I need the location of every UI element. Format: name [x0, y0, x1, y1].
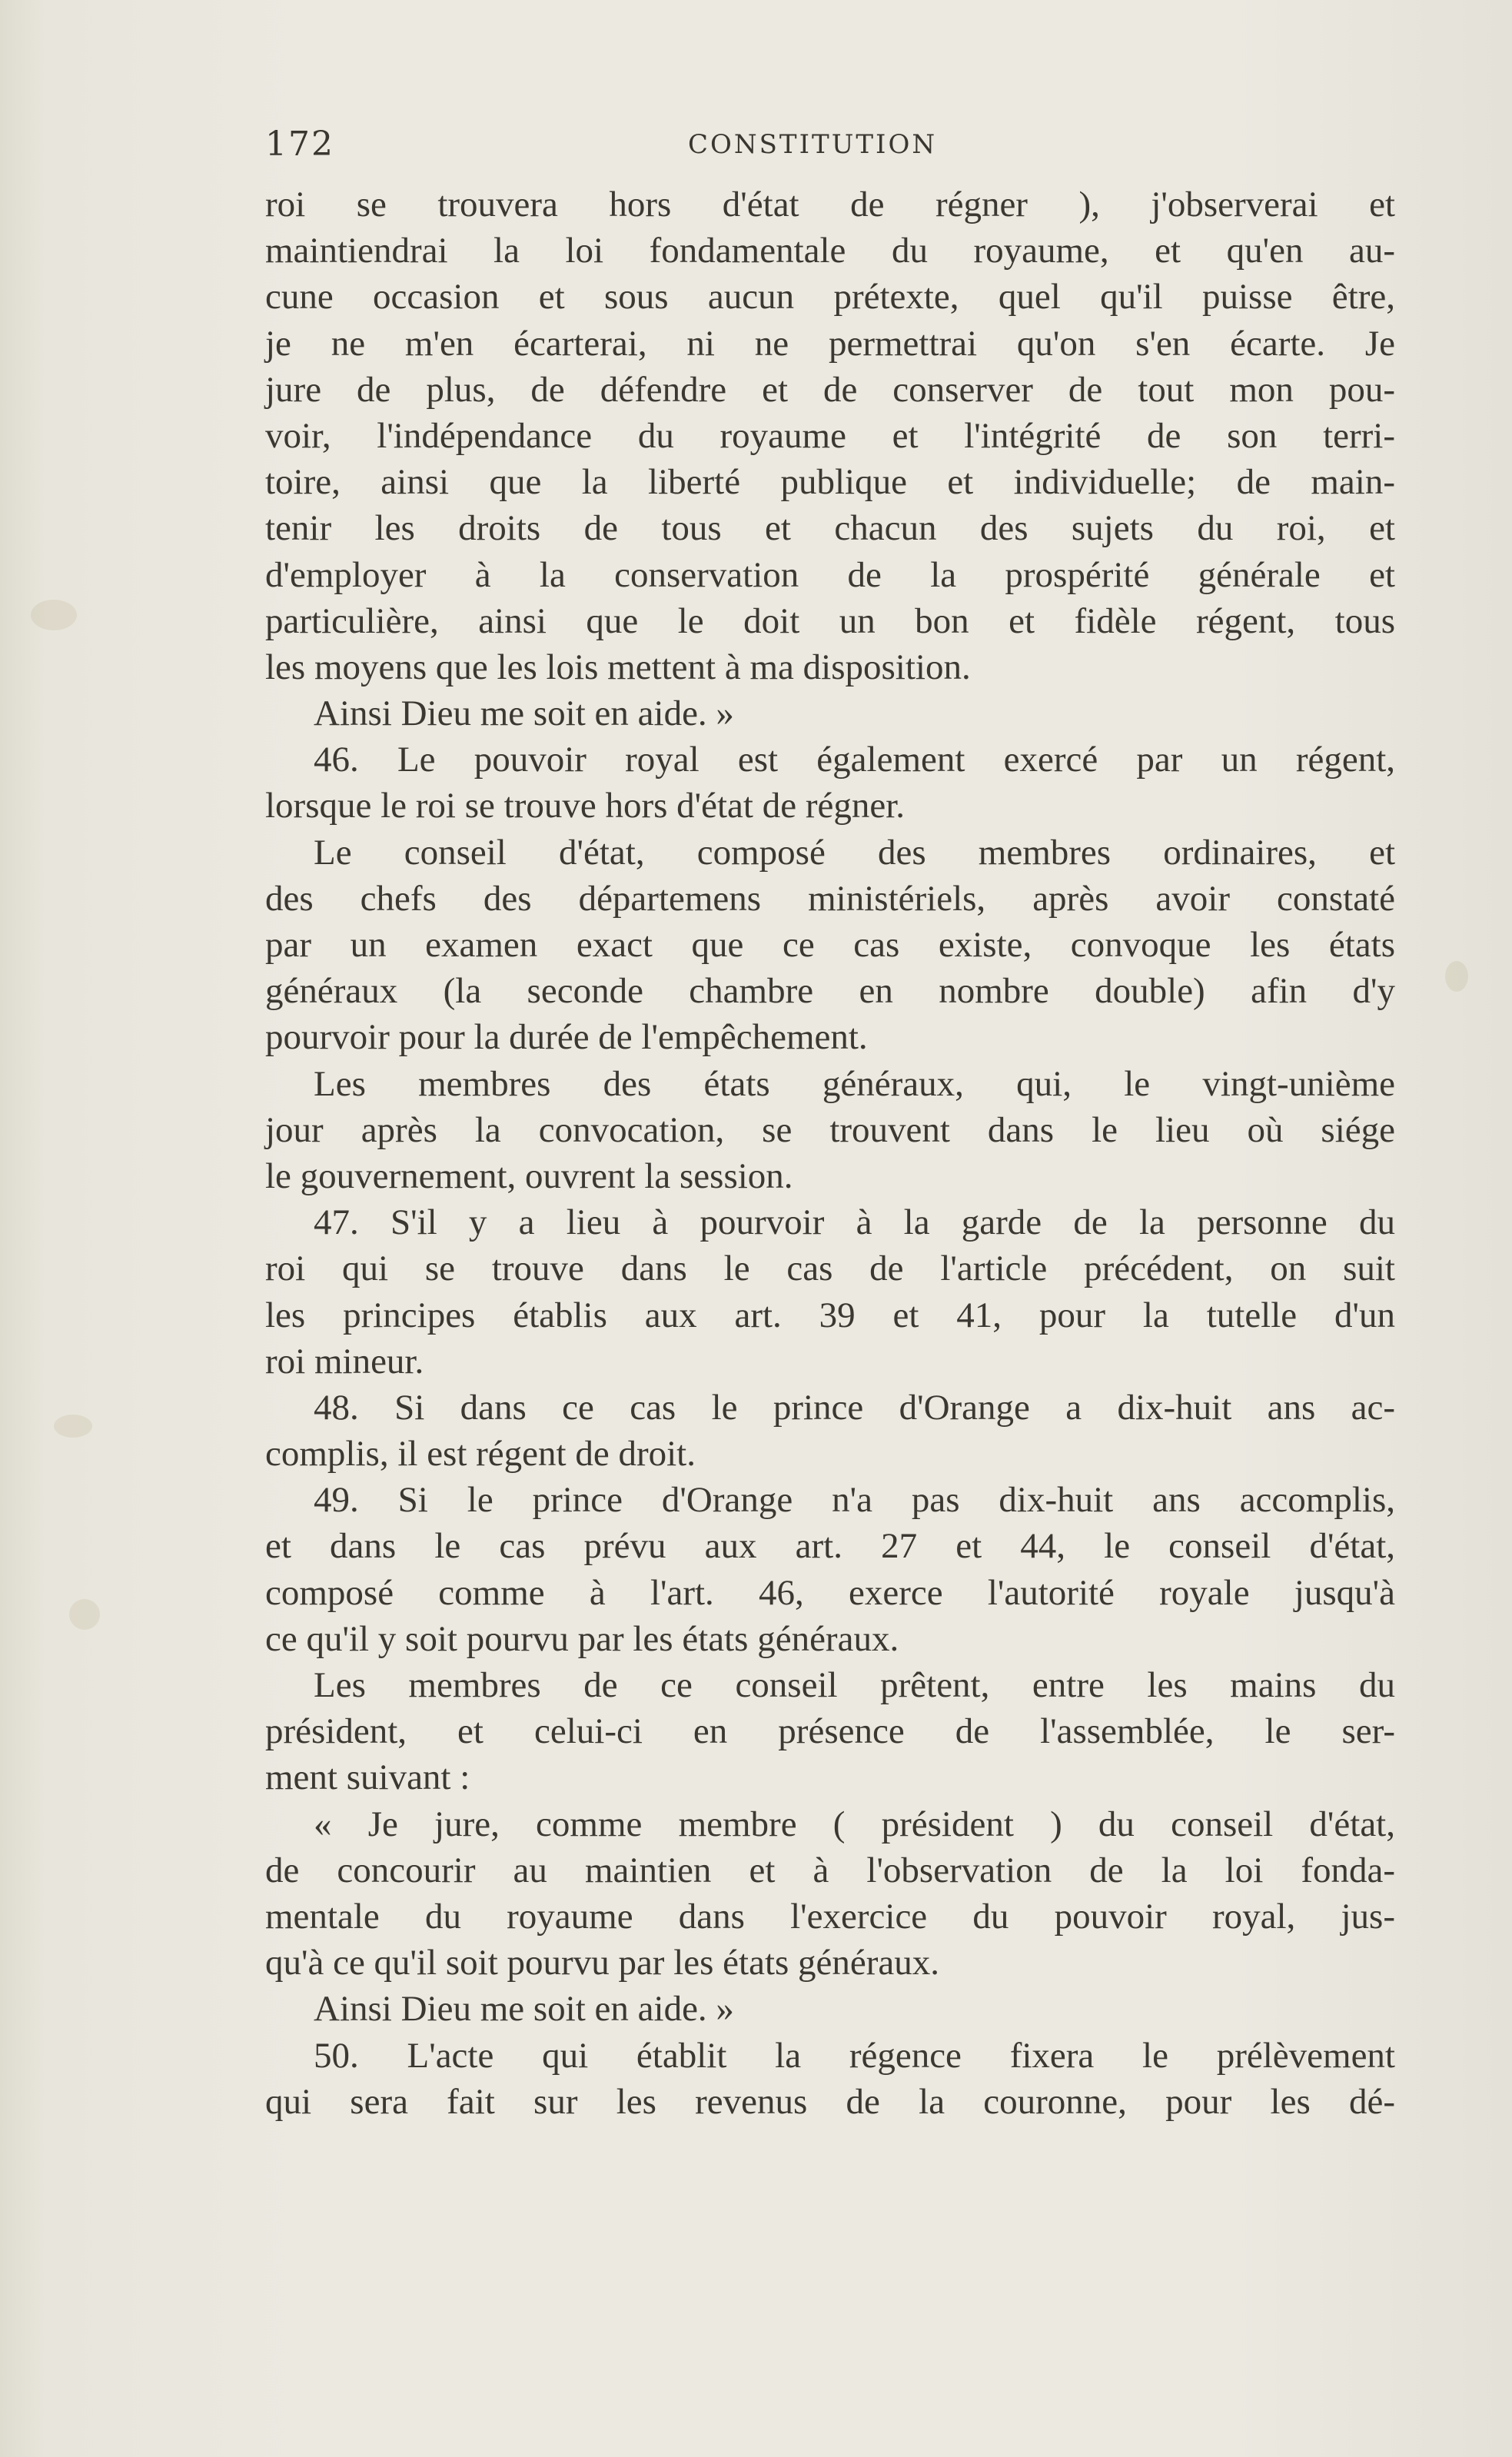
text-line: des chefs des départemens ministériels, après avoir constaté — [265, 878, 1395, 919]
text-line: jure de plus, de défendre et de conserver de tout mon pou- — [265, 369, 1395, 410]
text-line: et dans le cas prévu aux art. 27 et 44, le conseil d'état, — [265, 1526, 1395, 1567]
text-line: 49. Si le prince d'Orange n'a pas dix-huit ans accomplis, — [314, 1480, 1395, 1521]
text-line: Le conseil d'état, composé des membres ordinaires, et — [314, 832, 1395, 873]
text-line: Ainsi Dieu me soit en aide. » — [314, 693, 734, 734]
text-line: « Je jure, comme membre ( président ) du conseil d'état, — [314, 1804, 1395, 1844]
paper-stain — [54, 1415, 92, 1438]
text-line: Les membres de ce conseil prêtent, entre les mains du — [314, 1665, 1395, 1705]
text-line: particulière, ainsi que le doit un bon et fidèle régent, tous — [265, 600, 1395, 641]
text-line: ment suivant : — [265, 1757, 470, 1798]
text-line: roi mineur. — [265, 1341, 424, 1381]
text-line: jour après la convocation, se trouvent dans le lieu où siége — [265, 1109, 1395, 1150]
text-line: 50. L'acte qui établit la régence fixera le prélèvement — [314, 2035, 1395, 2076]
text-line: 47. S'il y a lieu à pourvoir à la garde de la personne du — [314, 1202, 1395, 1243]
text-line: 46. Le pouvoir royal est également exercé par un régent, — [314, 740, 1395, 780]
body-text — [265, 181, 1395, 2125]
text-line: le gouvernement, ouvrent la session. — [265, 1155, 793, 1196]
text-line: ce qu'il y soit pourvu par les états généraux. — [265, 1618, 899, 1659]
text-line: roi qui se trouve dans le cas de l'article précédent, on suit — [265, 1248, 1395, 1289]
page-number: 172 — [265, 125, 334, 164]
text-line: de concourir au maintien et à l'observation de la loi fonda- — [265, 1850, 1395, 1890]
text-line: Ainsi Dieu me soit en aide. » — [314, 1989, 734, 2030]
text-line: pourvoir pour la durée de l'empêchement. — [265, 1017, 868, 1058]
text-line: maintiendrai la loi fondamentale du royaume, et qu'en au- — [265, 231, 1395, 271]
text-line: roi se trouvera hors d'état de régner ), j'observerai et — [265, 185, 1395, 224]
text-line: cune occasion et sous aucun prétexte, quel qu'il puisse être, — [265, 277, 1395, 318]
text-line: tenir les droits de tous et chacun des sujets du roi, et — [265, 508, 1395, 549]
text-line: voir, l'indépendance du royaume et l'intégrité de son terri- — [265, 415, 1395, 456]
paper-stain — [1445, 961, 1468, 992]
text-line: qu'à ce qu'il soit pourvu par les états généraux. — [265, 1943, 940, 1983]
text-line: complis, il est régent de droit. — [265, 1434, 696, 1475]
text-line: toire, ainsi que la liberté publique et individuelle; de main- — [265, 462, 1395, 503]
text-line: généraux (la seconde chambre en nombre double) afin d'y — [265, 971, 1395, 1012]
running-head: CONSTITUTION — [688, 129, 938, 160]
text-line: qui sera fait sur les revenus de la couronne, pour les dé- — [265, 2081, 1395, 2122]
page-header — [265, 125, 1395, 171]
text-line: 48. Si dans ce cas le prince d'Orange a dix-huit ans ac- — [314, 1387, 1395, 1428]
text-line: lorsque le roi se trouve hors d'état de régner. — [265, 786, 906, 826]
text-line: mentale du royaume dans l'exercice du pouvoir royal, jus- — [265, 1896, 1395, 1937]
text-line: les moyens que les lois mettent à ma disposition. — [265, 647, 971, 687]
text-line: les principes établis aux art. 39 et 41, pour la tutelle d'un — [265, 1295, 1395, 1335]
text-line: composé comme à l'art. 46, exerce l'autorité royale jusqu'à — [265, 1572, 1395, 1613]
text-line: d'employer à la conservation de la prospérité générale et — [265, 554, 1395, 595]
text-line: Les membres des états généraux, qui, le vingt-unième — [314, 1063, 1395, 1104]
paper-stain — [69, 1599, 100, 1630]
text-line: je ne m'en écarterai, ni ne permettrai qu'on s'en écarte. Je — [265, 323, 1395, 364]
text-line: président, et celui-ci en présence de l'assemblée, le ser- — [265, 1711, 1395, 1752]
text-line: par un examen exact que ce cas existe, convoque les états — [265, 925, 1395, 965]
paper-stain — [31, 600, 77, 630]
